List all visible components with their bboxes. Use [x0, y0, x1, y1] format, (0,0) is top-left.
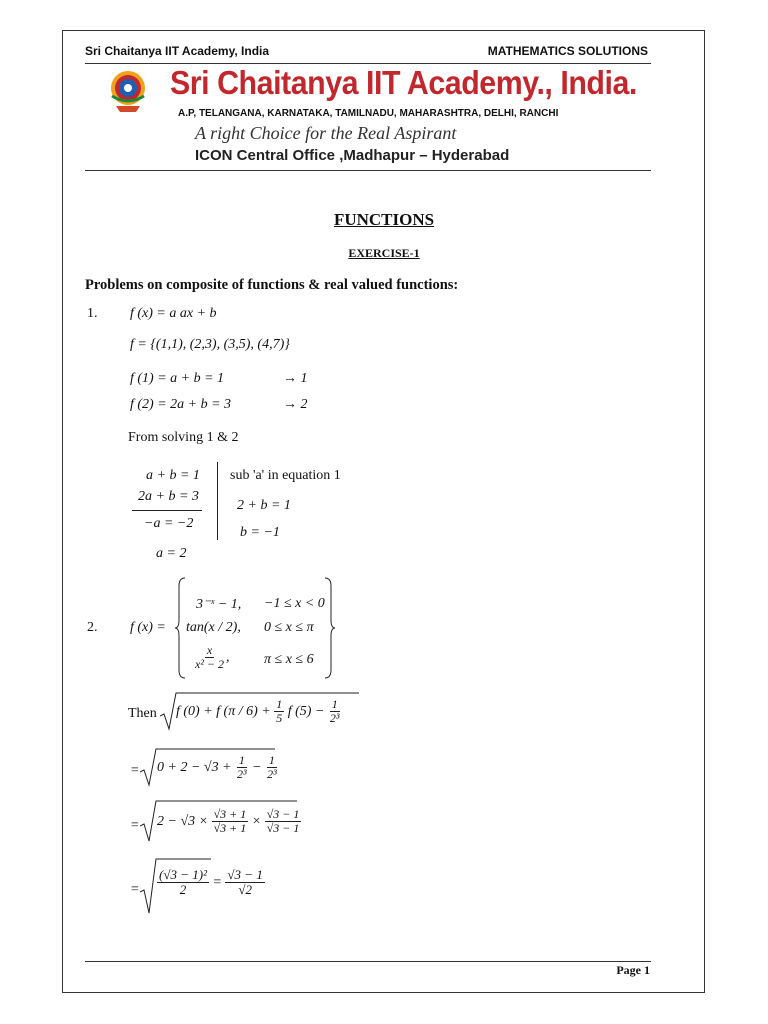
brand-tagline: A right Choice for the Real Aspirant [195, 123, 457, 143]
page-number: Page 1 [616, 963, 650, 977]
p2-eq-2: = [130, 818, 140, 833]
p2-case-2: tan(x / 2), [186, 620, 241, 635]
header-left: Sri Chaitanya IIT Academy, India [85, 44, 270, 58]
p2-expr-4-rden: √2 [238, 882, 252, 898]
p2-expr-1-f1-den: 5 [276, 711, 283, 726]
p2-expr-4 [157, 868, 265, 898]
p2-expr-4-den: 2 [179, 882, 187, 898]
doc-title: FUNCTIONS [333, 210, 435, 229]
p2-lhs: f (x) = [130, 620, 166, 635]
p2-right-brace-icon [323, 576, 335, 680]
p1-system-4: a = 2 [156, 546, 187, 561]
brand-rule [85, 170, 651, 171]
p2-expr-3-f2-num: √3 − 1 [266, 807, 300, 821]
p1-line-5: From solving 1 & 2 [128, 430, 239, 445]
p2-expr-1-f1-num: 1 [276, 697, 283, 711]
p2-expr-4-rnum: √3 − 1 [227, 867, 263, 882]
doc-exercise: EXERCISE-1 [348, 246, 420, 260]
p1-line-2: f = {(1,1), (2,3), (3,5), (4,7)} [130, 337, 290, 352]
academy-logo-icon [106, 66, 150, 114]
p2-eq-1: = [130, 763, 140, 778]
p2-expr-3 [157, 808, 301, 835]
p1-line-3: f (1) = a + b = 1 [130, 371, 225, 386]
brand-states: A.P, TELANGANA, KARNATAKA, TAMILNADU, MAHARASHTRA, DELHI, RANCHI [178, 108, 559, 119]
p2-expr-1 [176, 698, 342, 725]
p1-system-1: a + b = 1 [146, 468, 200, 483]
p1-system-3: −a = −2 [144, 516, 194, 531]
problem-2-number: 2. [87, 620, 98, 635]
p1-divider [217, 462, 218, 540]
p2-expr-3-times: × [251, 813, 262, 829]
p2-expr-1-a: f (0) + f (π / 6) + [176, 703, 271, 719]
p2-expr-2-f2-den: 2³ [267, 767, 277, 782]
p2-expr-3-f2-den: √3 − 1 [266, 821, 300, 836]
p2-expr-3-f1-num: √3 + 1 [213, 807, 247, 821]
header-right: MATHEMATICS SOLUTIONS [487, 44, 648, 58]
p1-right-2: 2 + b = 1 [237, 498, 291, 513]
p2-expr-3-f1-den: √3 + 1 [213, 821, 247, 836]
p2-expr-2-minus: − [252, 759, 262, 775]
p2-expr-2-f1-den: 2³ [237, 767, 247, 782]
p1-right-1: sub 'a' in equation 1 [230, 468, 341, 483]
page-border [62, 30, 705, 993]
p2-expr-1-b: f (5) − [287, 703, 325, 719]
p1-line-4-ref: → 2 [283, 397, 308, 412]
p1-line-4: f (2) = 2a + b = 3 [130, 397, 232, 412]
p2-expr-2-f2-num: 1 [268, 753, 275, 767]
p2-case-3-num: x [206, 643, 213, 657]
section-heading: Problems on composite of functions & real valued functions: [85, 277, 459, 293]
p2-expr-4-num: (√3 − 1)² [159, 867, 207, 882]
p2-case-3-range: π ≤ x ≤ 6 [264, 652, 314, 667]
brand-name: Sri Chaitanya IIT Academy., India. [170, 64, 637, 101]
p2-case-3-comma: , [226, 649, 230, 665]
p2-case-1-range: −1 ≤ x < 0 [264, 596, 325, 611]
p2-expr-2-f1-num: 1 [238, 753, 245, 767]
p2-case-2-range: 0 ≤ x ≤ π [264, 620, 314, 635]
p2-case-3 [193, 644, 230, 671]
p1-right-3: b = −1 [240, 525, 280, 540]
p1-system-rule [132, 510, 202, 511]
p1-line-3-ref: → 1 [283, 371, 308, 386]
p2-then: Then [128, 706, 157, 721]
p2-expr-2-a: 0 + 2 − √3 + [157, 759, 232, 775]
brand-office: ICON Central Office ,Madhapur – Hyderabad [195, 147, 510, 164]
p2-expr-2 [157, 754, 279, 781]
p1-system-2: 2a + b = 3 [138, 489, 199, 504]
p2-case-3-den: x² − 2 [195, 657, 225, 672]
footer-rule [85, 961, 651, 962]
p2-expr-1-f2-den: 2³ [329, 711, 340, 726]
p2-case-1: 3⁻ˣ − 1, [196, 597, 242, 612]
p2-expr-4-eq: = [212, 875, 222, 891]
p2-eq-3: = [130, 882, 140, 897]
p2-expr-1-f2-num: 1 [331, 697, 338, 711]
p2-expr-3-a: 2 − √3 × [157, 813, 209, 829]
p1-line-1: f (x) = a ax + b [130, 306, 217, 321]
problem-1-number: 1. [87, 306, 98, 321]
